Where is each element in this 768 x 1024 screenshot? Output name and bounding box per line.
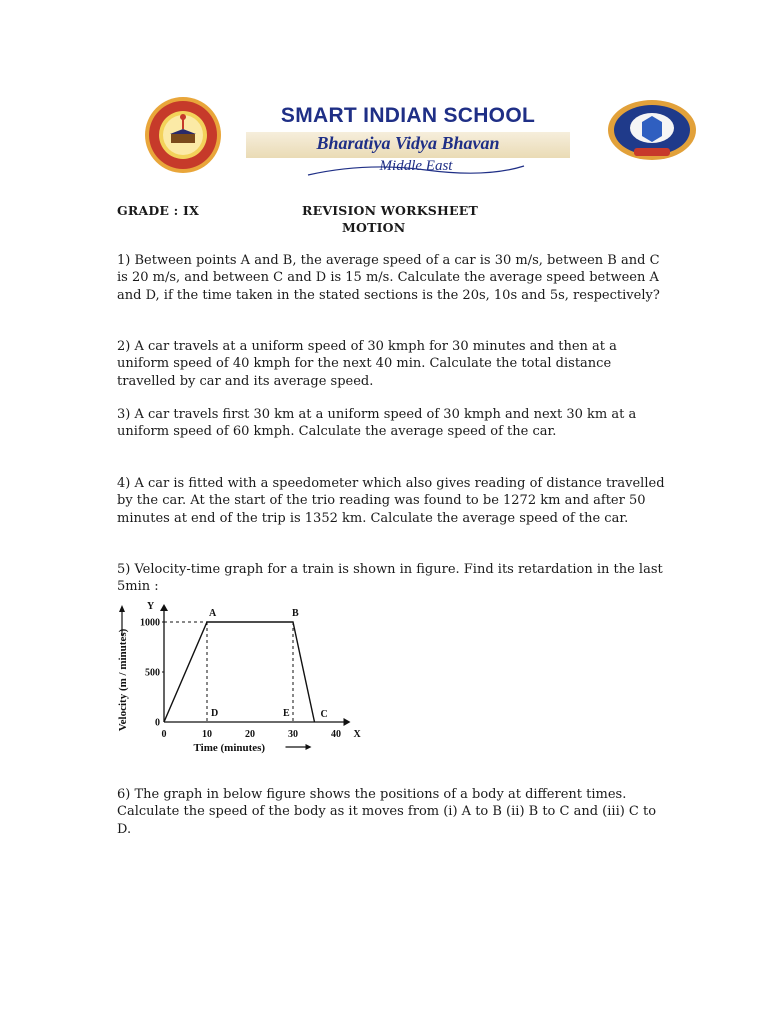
x-title-arrow-icon [306, 744, 312, 750]
y-axis-title: Velocity (m / minutes) [117, 628, 129, 732]
school-region: Middle East [379, 158, 453, 174]
school-emblem-logo [144, 96, 222, 174]
y-tick-label: 0 [155, 717, 160, 729]
school-banner [246, 104, 570, 178]
school-subtitle: Bharatiya Vidya Bhavan [316, 133, 500, 153]
point-label-c: C [320, 709, 328, 720]
question-3: 3) A car travels first 30 km at a uniform speed of 30 kmph and next 30 km at a uniform speed of 60 kmph. Calculate the average speed of the car. [117, 407, 637, 440]
velocity-time-graph [112, 592, 390, 758]
y-axis-arrow-icon [160, 604, 168, 611]
x-tick-label: 30 [288, 729, 298, 740]
y-tick-label: 500 [145, 667, 160, 679]
x-tick-label: 20 [245, 729, 255, 740]
question-1: 1) Between points A and B, the average speed of a car is 30 m/s, between B and C is 20 m/s, and between C and D is 15 m/s. Calculate the average speed between A and D, if the time taken in the stated sections is the 20s, 10s and 5s, respectively? [117, 253, 660, 303]
x-axis-title: Time (minutes) [193, 742, 266, 754]
x-axis-letter: X [353, 729, 361, 740]
bhavan-crest-logo [604, 98, 700, 162]
x-axis-arrow-icon [344, 718, 351, 726]
point-label-a: A [209, 608, 217, 619]
worksheet-topic: MOTION [342, 220, 406, 235]
x-tick-label: 0 [161, 729, 167, 740]
question-6: 6) The graph in below figure shows the positions of a body at different times. Calculate the speed of the body as it moves from (i) A to B (ii) B to C and (iii) C to D. [117, 787, 657, 837]
point-label-b: B [292, 608, 299, 619]
point-label-d: D [211, 708, 219, 719]
question-4: 4) A car is fitted with a speedometer which also gives reading of distance travelled by the car. At the start of the trio reading was found to be 1272 km and after 50 minutes at end of the trip is 1352 km. Calculate the average speed of the car. [117, 476, 665, 526]
school-name: SMART INDIAN SCHOOL [280, 104, 536, 127]
x-tick-label: 10 [202, 729, 212, 740]
point-label-e: E [283, 708, 290, 719]
grade-label: GRADE : IX [117, 203, 199, 218]
question-2: 2) A car travels at a uniform speed of 30 kmph for 30 minutes and then at a uniform speed of 40 kmph for the next 40 min. Calculate the total distance travelled by car and its average speed. [117, 339, 617, 389]
y-axis-letter: Y [147, 601, 155, 612]
x-tick-label: 40 [331, 729, 341, 740]
worksheet-title: REVISION WORKSHEET [302, 203, 478, 218]
y-title-arrow-icon [119, 605, 125, 612]
question-5: 5) Velocity-time graph for a train is shown in figure. Find its retardation in the last 5min : [117, 562, 663, 595]
graph-series [164, 622, 315, 722]
graph-guides [164, 622, 293, 722]
series-line-train [164, 622, 315, 722]
y-tick-label: 1000 [140, 617, 160, 629]
